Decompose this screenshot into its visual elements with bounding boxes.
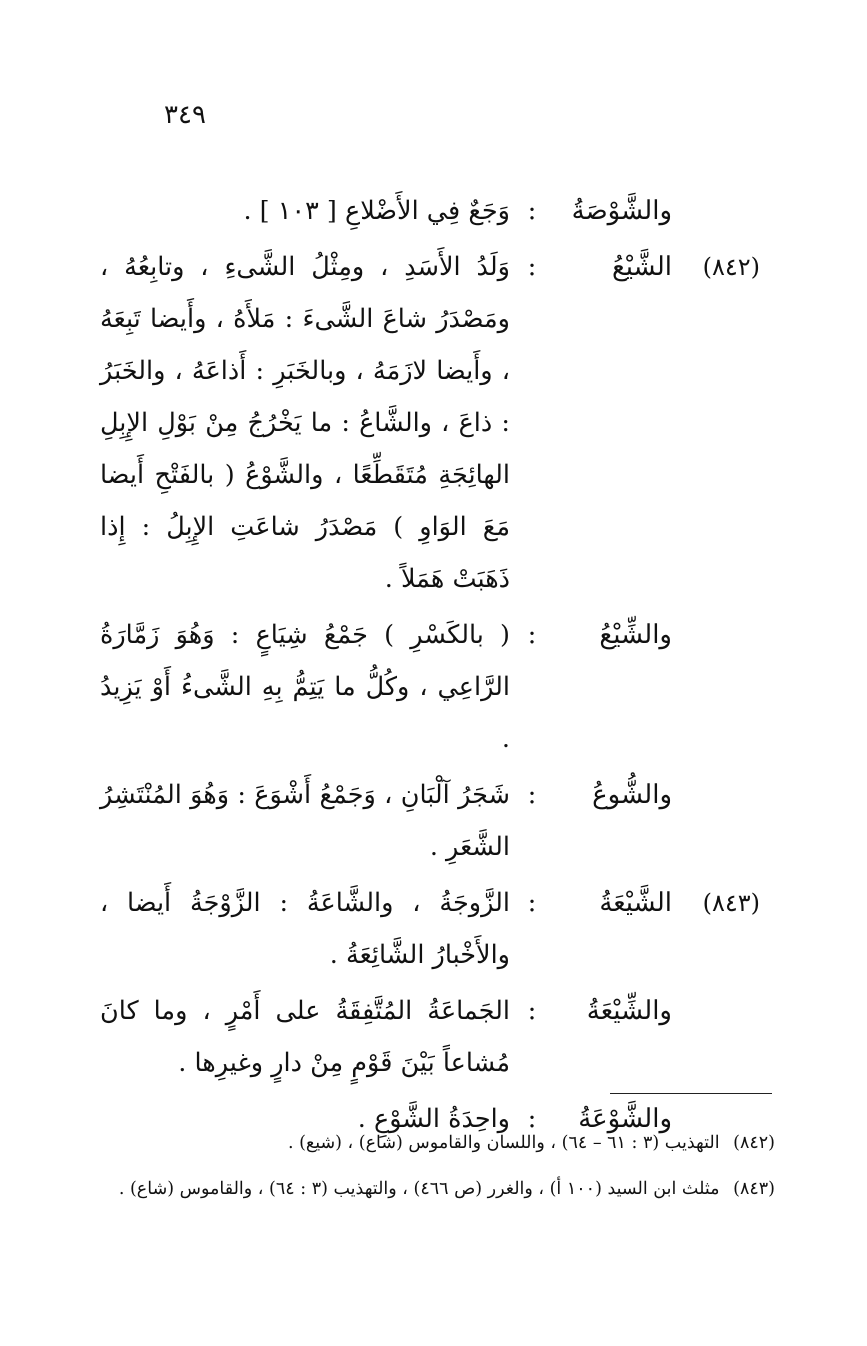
page-number: ٣٤٩ — [164, 100, 206, 130]
entry-shu — [0, 769, 867, 873]
entry-definition: وَجَعٌ فِي الأَضْلاعِ [ ١٠٣ ] . — [243, 196, 510, 226]
entry-definition: ( بالكَسْرِ ) جَمْعُ شِيَاعٍ : وَهُوَ زَمَّارَةُ الرَّاعِي ، وكُلُّ ما يَتِمُّ بِهِ الشَّىءُ أَوْ يَزِيدُ . — [100, 620, 510, 754]
entry-colon: : — [527, 888, 537, 918]
footnote — [105, 1120, 775, 1166]
entry-headword: والشِّيْعُ — [599, 620, 672, 650]
entry-headword: والشَّوْصَةُ — [571, 196, 672, 226]
entry-colon: : — [527, 780, 537, 810]
entry-number: (٨٤٣) — [702, 889, 760, 917]
footnote-text: التهذيب (٣ : ٦١ – ٦٤) ، واللسان والقاموس (شاع) ، (شيع) . — [287, 1133, 720, 1153]
entry-colon: : — [527, 620, 537, 650]
entry-shawsa — [0, 185, 867, 237]
entry-colon: : — [527, 196, 537, 226]
entry-definition: الزَّوجَةُ ، والشَّاعَةُ : الزَّوْجَةُ أَيضا ، والأَخْبارُ الشَّائِعَةُ . — [100, 888, 510, 970]
entry-definition: الجَماعَةُ المُتَّفِقَةُ على أَمْرٍ ، وما كانَ مُشاعاً بَيْنَ قَوْمٍ مِنْ دارٍ وغيرِها . — [100, 996, 510, 1078]
entry-headword: والشُّوعُ — [592, 780, 672, 810]
entry-colon: : — [527, 252, 537, 282]
entry-headword: الشَّيْعَةُ — [599, 888, 672, 918]
entry-definition: شَجَرُ آلْبَانِ ، وَجَمْعُ أَشْوَعَ : وَهُوَ المُنْتَشِرُ الشَّعَرِ . — [100, 780, 510, 862]
entry-definition: وَلَدُ الأَسَدِ ، ومِثْلُ الشَّىءِ ، وتابِعُهُ ، ومَصْدَرُ شاعَ الشَّىءَ : مَلأَهُ ، وأَيضا تَبِعَهُ ، وأَيضا لازَمَهُ ، وبالخَبَرِ : أَذاعَهُ ، والخَبَرُ : ذاعَ ، والشَّاعُ : ما يَخْرُجُ مِنْ بَوْلِ الإِبِلِ الهائِجَةِ مُتَقَطِّعًا ، والشَّوْعُ ( بالفَتْحِ أَيضا مَعَ الوَاوِ ) مَصْدَرُ شاعَتِ الإِبِلُ : إِذا ذَهَبَتْ هَمَلاً . — [100, 252, 510, 594]
entry-shay — [0, 241, 867, 605]
footnote — [105, 1166, 775, 1212]
entry-shiy — [0, 609, 867, 765]
entry-colon: : — [527, 1104, 537, 1134]
entry-colon: : — [527, 996, 537, 1026]
entry-number: (٨٤٢) — [702, 253, 760, 281]
entry-headword: والشَّوْعَةُ — [578, 1104, 672, 1134]
footnote-text: مثلث ابن السيد (١٠٠ أ) ، والغرر (ص ٤٦٦) ، والتهذيب (٣ : ٦٤) ، والقاموس (شاع) . — [118, 1179, 720, 1199]
footnotes — [105, 1120, 775, 1212]
entry-shiya — [0, 985, 867, 1089]
footnote-divider — [610, 1093, 772, 1094]
footnote-number: (٨٤٣) — [733, 1179, 775, 1199]
footnote-number: (٨٤٢) — [733, 1133, 775, 1153]
entry-definition: واحِدَةُ الشَّوْعِ . — [357, 1104, 510, 1134]
entry-shaya — [0, 877, 867, 981]
dictionary-entries — [0, 185, 867, 1149]
entry-headword: الشَّيْعُ — [611, 252, 672, 282]
entry-headword: والشِّيْعَةُ — [586, 996, 672, 1026]
